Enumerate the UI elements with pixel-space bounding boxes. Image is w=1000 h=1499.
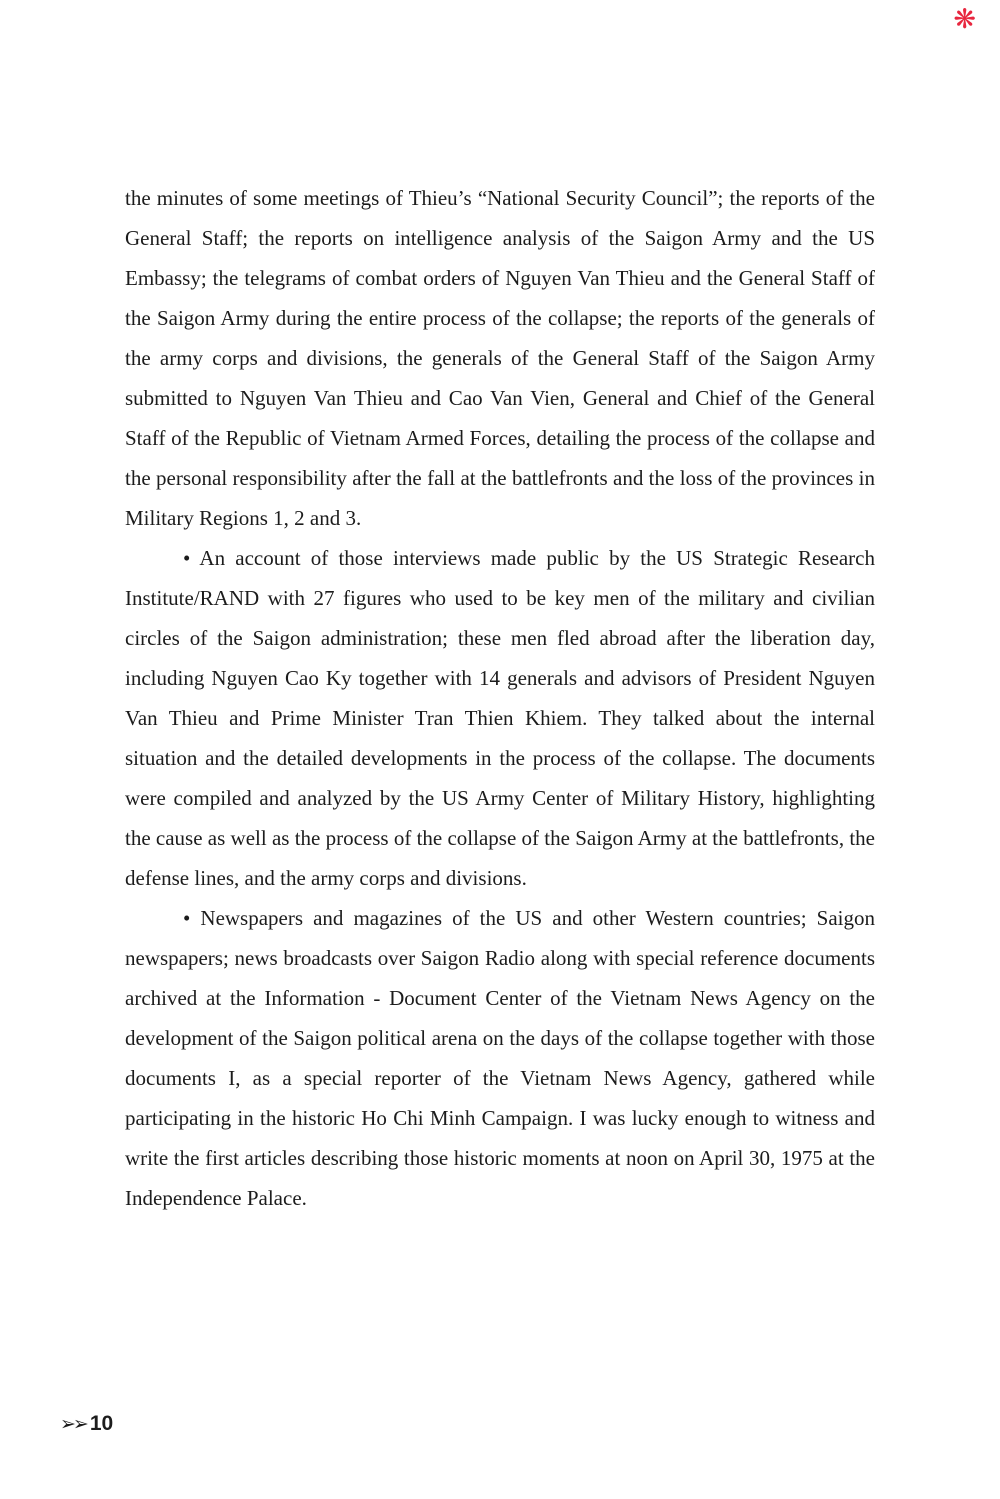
paragraph-bullet-interviews: • An account of those interviews made public by the US Strategic Research Institute/RAND with 27 figures who used to be key men of the military and civilian circles of the Saigon administration; these men fled abroad after the liberation day, including Nguyen Cao Ky together with 14 generals and advisors of President Nguyen Van Thieu and Prime Minister Tran Thien Khiem. They talked about the internal situation and the detailed developments in the process of the collapse. The documents were compiled and analyzed by the US Army Center of Military History, highlighting the cause as well as the process of the collapse of the Saigon Army at the battlefronts, the defense lines, and the army corps and divisions.	[125, 546, 875, 890]
footer-arrows-icon: ➢➢	[60, 1413, 86, 1435]
body-text	[125, 178, 875, 1218]
page-number: 10	[89, 1412, 114, 1435]
paragraph-bullet-newspapers: • Newspapers and magazines of the US and other Western countries; Saigon newspapers; news broadcasts over Saigon Radio along with special reference documents archived at the Information - Document Center of the Vietnam News Agency on the development of the Saigon political arena on the days of the collapse together with those documents I, as a special reporter of the Vietnam News Agency, gathered while participating in the historic Ho Chi Minh Campaign. I was lucky enough to witness and write the first articles describing those historic moments at noon on April 30, 1975 at the Independence Palace.	[125, 906, 875, 1210]
page-footer	[60, 1412, 113, 1436]
paragraph-continuation: the minutes of some meetings of Thieu’s “National Security Council”; the reports of the General Staff; the reports on intelligence analysis of the Saigon Army and the US Embassy; the telegrams of combat orders of Nguyen Van Thieu and the General Staff of the Saigon Army during the entire process of the collapse; the reports of the generals of the army corps and divisions, the generals of the General Staff of the Saigon Army submitted to Nguyen Van Thieu and Cao Van Vien, General and Chief of the General Staff of the Republic of Vietnam Armed Forces, detailing the process of the collapse and the personal responsibility after the fall at the battlefronts and the loss of the provinces in Military Regions 1, 2 and 3.	[125, 186, 875, 530]
flower-ornament-icon: ❋	[953, 4, 976, 35]
